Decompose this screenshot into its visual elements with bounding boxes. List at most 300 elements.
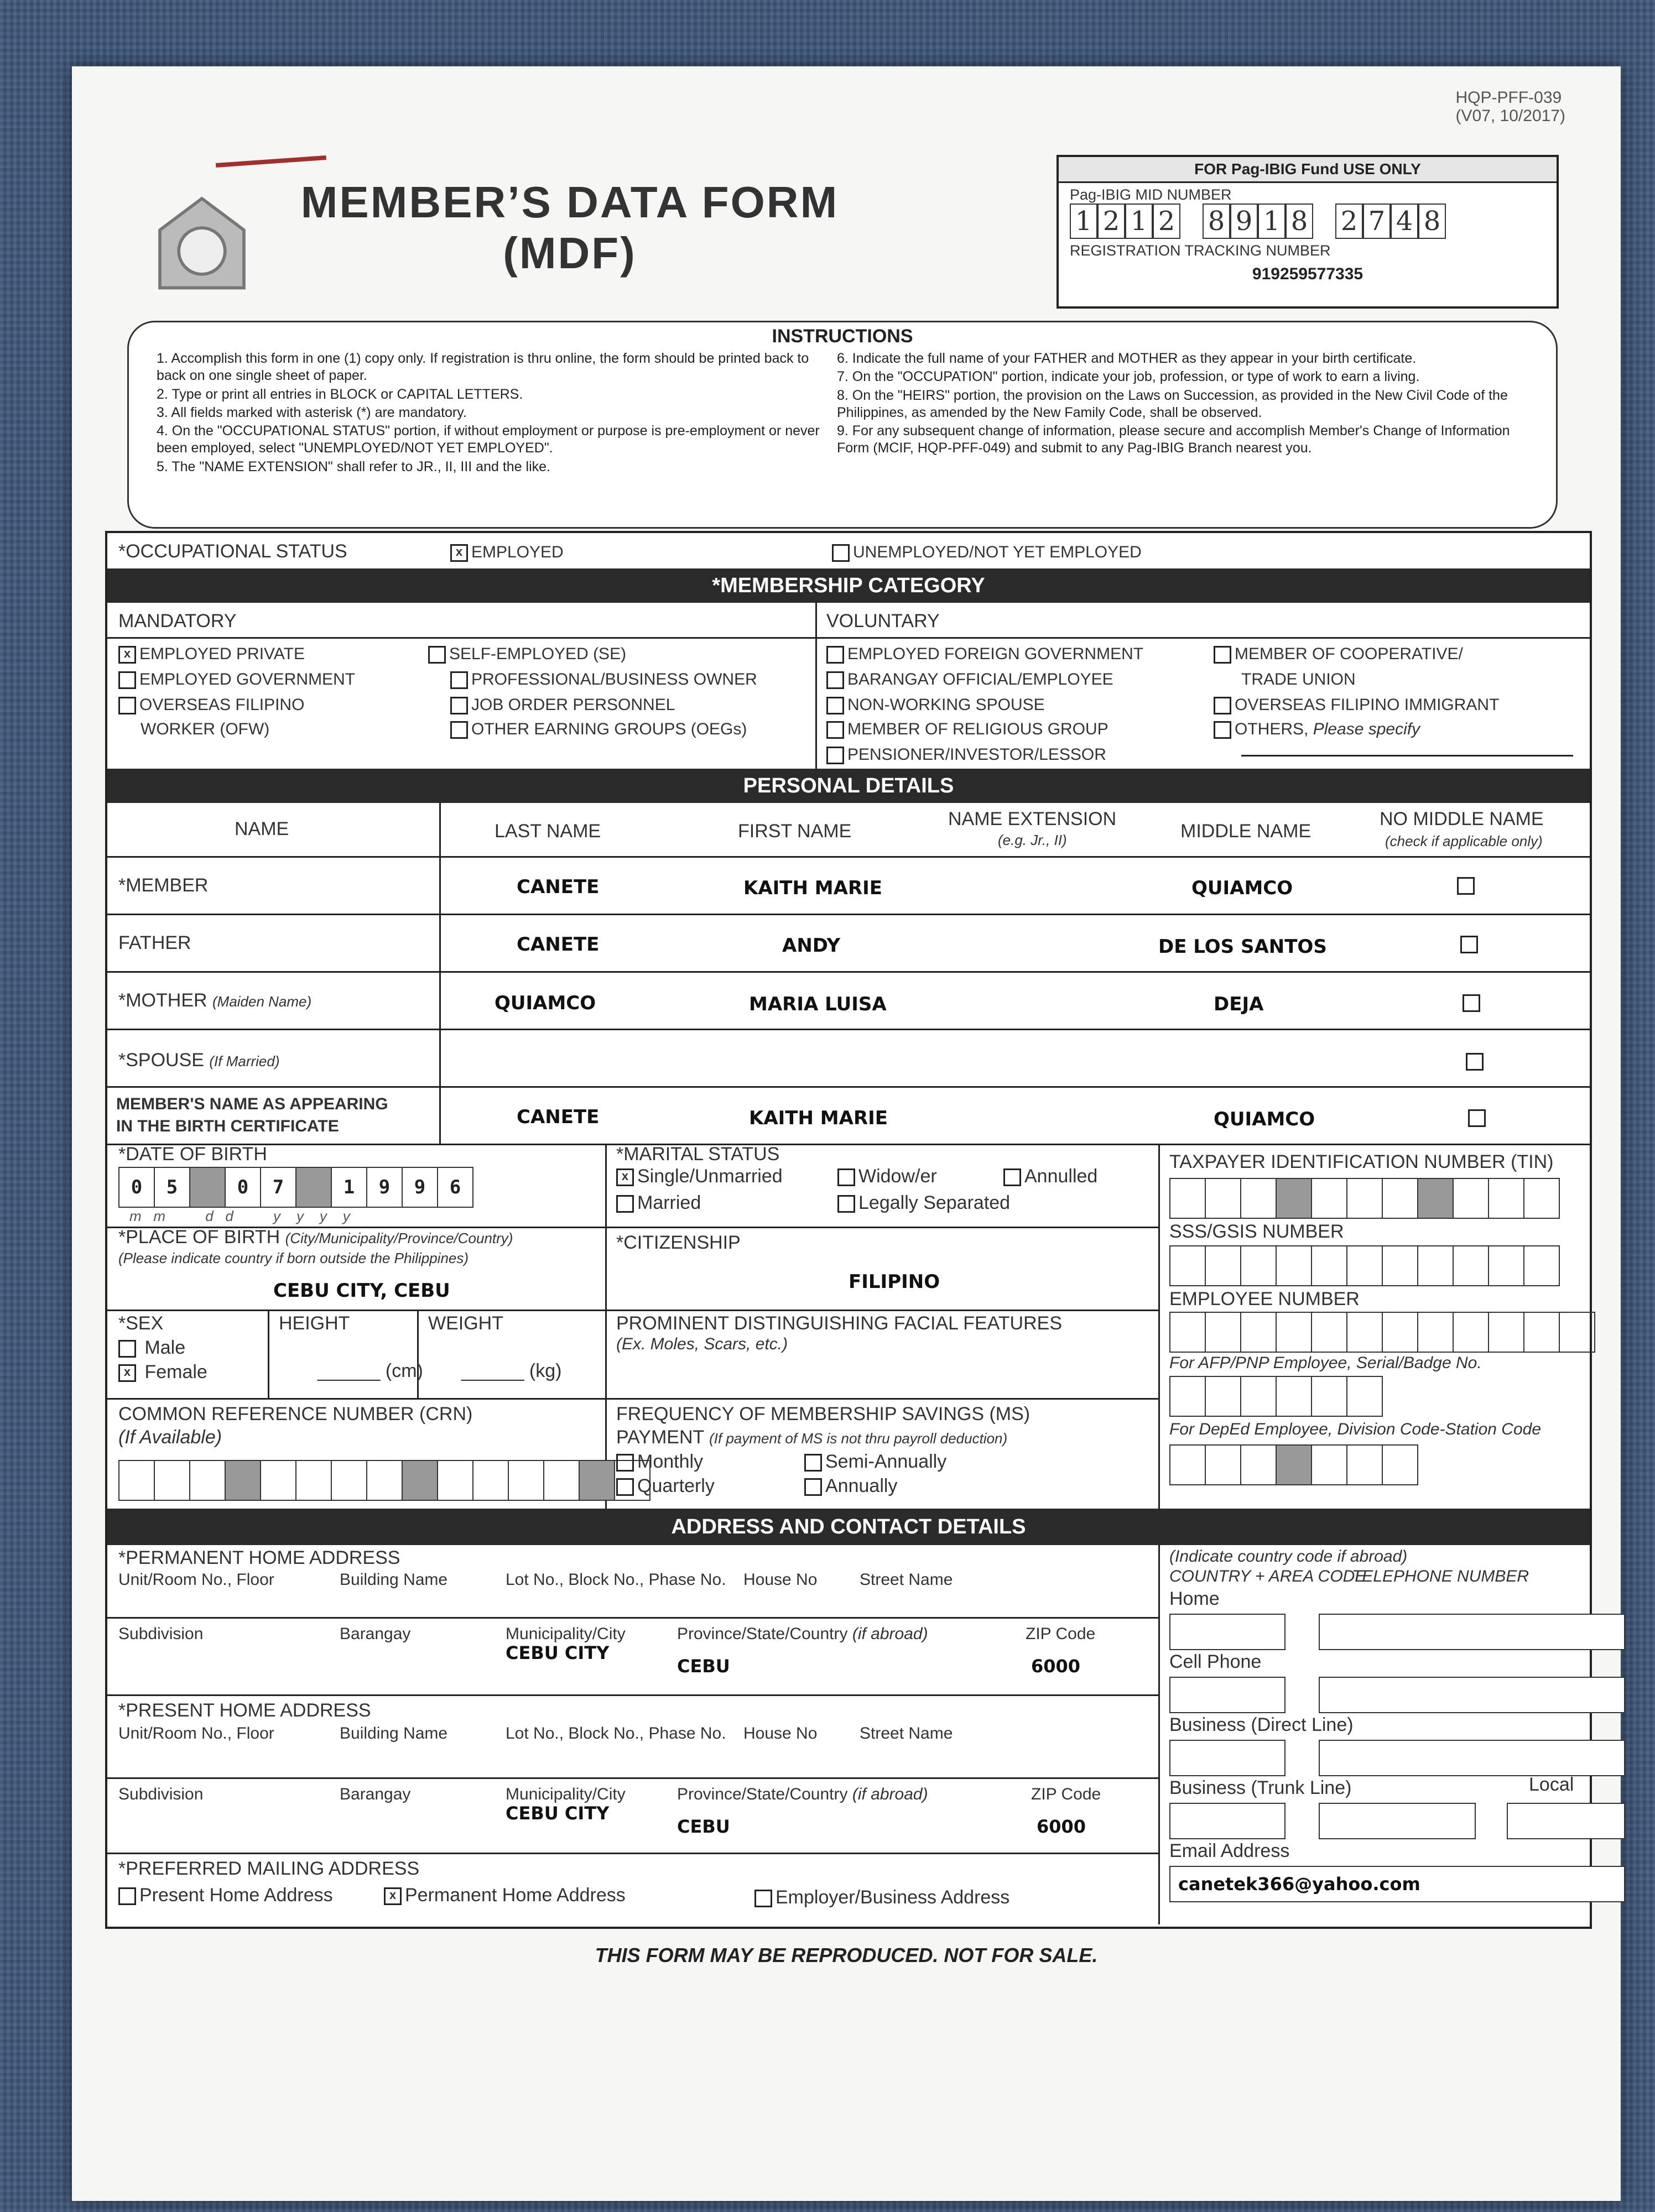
province-label xyxy=(677,1625,928,1644)
instructions-right-list xyxy=(815,350,1545,458)
no-middle-checkbox[interactable] xyxy=(1460,936,1478,953)
employed-label: EMPLOYED xyxy=(471,543,564,561)
weight-unit: (kg) xyxy=(529,1360,562,1381)
pensioner-option[interactable] xyxy=(826,745,1106,764)
footer-note: THIS FORM MAY BE REPRODUCED. NOT FOR SALE. xyxy=(595,1944,1098,1966)
tin-cell xyxy=(1241,1178,1277,1219)
non-working-spouse-option[interactable] xyxy=(826,696,1045,714)
barangay-label: Barangay xyxy=(340,1785,411,1803)
deped-cell xyxy=(1206,1444,1241,1485)
col-divider xyxy=(439,1029,441,1086)
barangay-label: Barangay xyxy=(340,1625,411,1643)
deped-field[interactable] xyxy=(1169,1444,1418,1485)
crn-cell xyxy=(473,1460,509,1501)
tin-field[interactable] xyxy=(1169,1178,1560,1219)
title-line-1: MEMBER’S DATA FORM xyxy=(300,178,839,227)
marital-status-label: *MARITAL STATUS xyxy=(616,1144,780,1165)
checkbox[interactable] xyxy=(450,721,468,739)
separated-option[interactable] xyxy=(837,1192,1010,1214)
checkbox[interactable] xyxy=(826,747,844,764)
mail-present-option[interactable] xyxy=(118,1885,333,1906)
others-option[interactable] xyxy=(1214,720,1420,739)
single-checkbox[interactable]: x xyxy=(616,1168,634,1186)
option-label: BARANGAY OFFICIAL/EMPLOYEE xyxy=(847,670,1113,688)
option-label: MEMBER OF COOPERATIVE/ xyxy=(1235,645,1463,663)
instruction-item: 9. For any subsequent change of information, please secure and accomplish Member's Change of Information Form (MCIF, HQP-PFF-049) and submit to any Pag-IBIG Branch nearest you. xyxy=(837,423,1510,456)
option-label: OTHER EARNING GROUPS (OEGs) xyxy=(471,720,747,738)
crn-separator xyxy=(580,1460,615,1501)
monthly-checkbox[interactable] xyxy=(616,1454,634,1472)
address-block xyxy=(107,1545,1590,1924)
female-label: Female xyxy=(144,1361,207,1383)
emp-cell xyxy=(1206,1312,1241,1353)
annually-checkbox[interactable] xyxy=(804,1478,822,1496)
email-label: Email Address xyxy=(1169,1840,1290,1861)
option-label: OVERSEAS FILIPINO IMMIGRANT xyxy=(1235,696,1500,714)
no-middle-checkbox[interactable] xyxy=(1463,994,1480,1012)
mid-digit: 4 xyxy=(1391,204,1418,239)
checkbox[interactable] xyxy=(1214,646,1231,664)
crn-cell xyxy=(155,1460,190,1501)
religious-group-option[interactable] xyxy=(826,720,1108,739)
name-col-header: NAME xyxy=(235,818,289,839)
no-middle-col-header: NO MIDDLE NAME xyxy=(1380,808,1544,830)
unemployed-checkbox[interactable] xyxy=(832,544,850,562)
form-version-text: (V07, 10/2017) xyxy=(1455,107,1565,125)
sss-cell xyxy=(1454,1245,1489,1286)
dob-digit: 9 xyxy=(367,1167,403,1208)
mailing-address-label: *PREFERRED MAILING ADDRESS xyxy=(118,1858,420,1879)
rule xyxy=(107,1853,1158,1854)
tin-separator xyxy=(1418,1178,1454,1219)
mid-digit: 8 xyxy=(1286,204,1313,239)
business-trunk-area-input[interactable] xyxy=(1169,1803,1286,1839)
row-label xyxy=(118,1050,280,1071)
street-label: Street Name xyxy=(860,1571,953,1589)
rule xyxy=(605,1398,1158,1400)
crn-cell xyxy=(438,1460,473,1501)
last-name-value[interactable]: CANETE xyxy=(517,876,600,898)
crn-cell xyxy=(296,1460,332,1501)
tin-label: TAXPAYER IDENTIFICATION NUMBER (TIN) xyxy=(1169,1151,1554,1172)
rule xyxy=(107,1310,605,1311)
option-label: EMPLOYED PRIVATE xyxy=(139,645,305,663)
province-label xyxy=(677,1785,928,1804)
sss-cell xyxy=(1383,1245,1418,1286)
row-label-sub: IN THE BIRTH CERTIFICATE xyxy=(116,1117,339,1135)
mid-digit: 9 xyxy=(1230,204,1258,239)
separated-label: Legally Separated xyxy=(858,1192,1011,1213)
married-option[interactable] xyxy=(616,1192,701,1214)
mid-digit: 7 xyxy=(1363,204,1391,239)
crn-label: COMMON REFERENCE NUMBER (CRN) xyxy=(118,1404,473,1425)
permanent-zip-value[interactable]: 6000 xyxy=(1031,1656,1081,1677)
address-contact-bar: ADDRESS AND CONTACT DETAILS xyxy=(107,1509,1590,1545)
checkbox[interactable] xyxy=(826,721,844,739)
job-order-option[interactable] xyxy=(450,696,675,714)
ms-payment-sub: (If payment of MS is not thru payroll deduction) xyxy=(709,1430,1008,1447)
country-code-note: (Indicate country code if abroad) xyxy=(1169,1547,1408,1566)
mid-digit: 1 xyxy=(1070,204,1097,239)
dob-digit: 0 xyxy=(118,1167,155,1208)
annually-option[interactable] xyxy=(804,1475,897,1497)
annulled-label: Annulled xyxy=(1024,1166,1098,1187)
monthly-label: Monthly xyxy=(637,1451,704,1472)
row-label-sub: (If Married) xyxy=(209,1053,280,1070)
first-name-value[interactable]: KAITH MARIE xyxy=(743,877,882,899)
last-name-value[interactable]: QUIAMCO xyxy=(495,992,596,1014)
facial-features-label: PROMINENT DISTINGUISHING FACIAL FEATURES xyxy=(616,1313,1063,1334)
deped-cell xyxy=(1383,1444,1418,1485)
checkbox[interactable] xyxy=(118,697,136,714)
height-field[interactable]: ______ (cm) xyxy=(318,1360,423,1381)
weight-field[interactable]: ______ (kg) xyxy=(461,1360,562,1381)
last-name-col-header: LAST NAME xyxy=(495,821,601,842)
option-label: PENSIONER/INVESTOR/LESSOR xyxy=(847,745,1106,764)
checkbox[interactable] xyxy=(826,646,844,664)
col-divider xyxy=(439,1086,441,1144)
dob-field[interactable] xyxy=(118,1167,473,1208)
dob-separator xyxy=(296,1167,332,1208)
unemployed-label: UNEMPLOYED/NOT YET EMPLOYED xyxy=(853,543,1142,561)
emp-cell xyxy=(1454,1312,1489,1353)
details-block xyxy=(107,1144,1590,1509)
option-label: JOB ORDER PERSONNEL xyxy=(471,696,675,714)
personal-header-row xyxy=(107,803,1590,858)
cell-area-code-input[interactable] xyxy=(1169,1677,1286,1713)
first-name-col-header: FIRST NAME xyxy=(738,821,852,842)
no-middle-checkbox[interactable] xyxy=(1457,877,1475,895)
subdivision-label: Subdivision xyxy=(118,1785,204,1803)
province-label-hint: (if abroad) xyxy=(852,1625,928,1643)
dob-hint: m m d d y y y y xyxy=(129,1208,350,1224)
mail-permanent-checkbox[interactable]: x xyxy=(384,1887,402,1905)
instructions-title: INSTRUCTIONS xyxy=(772,326,913,347)
rule xyxy=(605,1227,1158,1228)
citizenship-label: *CITIZENSHIP xyxy=(616,1232,741,1253)
middle-name-value[interactable]: QUIAMCO xyxy=(1214,1108,1315,1130)
mid-gap xyxy=(1180,204,1203,239)
weight-label: WEIGHT xyxy=(428,1313,503,1334)
dob-digit: 5 xyxy=(155,1167,190,1208)
male-label: Male xyxy=(144,1337,186,1358)
ms-frequency-label: FREQUENCY OF MEMBERSHIP SAVINGS (MS) xyxy=(616,1404,1031,1425)
middle-name-value[interactable]: DE LOS SANTOS xyxy=(1158,936,1327,958)
male-option[interactable] xyxy=(118,1337,185,1359)
rule xyxy=(107,1777,1158,1779)
tin-cell xyxy=(1383,1178,1418,1219)
mid-number-field[interactable] xyxy=(1070,204,1557,239)
female-checkbox[interactable]: x xyxy=(118,1364,136,1382)
last-name-value[interactable]: CANETE xyxy=(517,933,600,956)
mother-name-row xyxy=(107,971,1590,1030)
mid-digit: 1 xyxy=(1258,204,1286,239)
mid-digit: 2 xyxy=(1097,204,1125,239)
checkbox[interactable] xyxy=(1214,721,1231,739)
present-city-value[interactable]: CEBU CITY xyxy=(506,1803,610,1824)
employed-government-option[interactable] xyxy=(118,670,355,689)
title-line-2: (MDF) xyxy=(503,228,637,278)
option-label: MEMBER OF RELIGIOUS GROUP xyxy=(847,720,1108,738)
employee-number-field[interactable] xyxy=(1169,1312,1595,1353)
mid-gap xyxy=(1313,204,1335,239)
voluntary-heading: VOLUNTARY xyxy=(826,611,940,632)
mail-permanent-option[interactable] xyxy=(384,1885,626,1906)
cooperative-option[interactable] xyxy=(1214,645,1463,664)
emp-cell xyxy=(1489,1312,1524,1353)
semi-annually-label: Semi-Annually xyxy=(825,1451,947,1472)
main-form xyxy=(105,531,1592,1929)
province-label-text: Province/State/Country xyxy=(677,1785,852,1803)
deped-cell xyxy=(1241,1444,1277,1485)
tin-cell xyxy=(1206,1178,1241,1219)
mid-digit: 2 xyxy=(1335,204,1363,239)
emp-cell xyxy=(1312,1312,1347,1353)
no-middle-checkbox[interactable] xyxy=(1468,1109,1486,1127)
unit-label: Unit/Room No., Floor xyxy=(118,1571,274,1589)
province-label-hint: (if abroad) xyxy=(852,1785,928,1803)
sss-cell xyxy=(1347,1245,1383,1286)
dob-digit: 1 xyxy=(332,1167,367,1208)
business-direct-area-input[interactable] xyxy=(1169,1740,1286,1776)
instructions-box xyxy=(127,321,1558,529)
present-address-label: *PRESENT HOME ADDRESS xyxy=(118,1700,371,1721)
widow-label: Widow/er xyxy=(858,1166,937,1187)
personal-details-bar: PERSONAL DETAILS xyxy=(107,769,1590,803)
married-checkbox[interactable] xyxy=(616,1195,634,1213)
monthly-option[interactable] xyxy=(616,1451,703,1473)
checkbox[interactable] xyxy=(450,697,468,714)
rule xyxy=(107,1694,1158,1696)
row-label xyxy=(118,990,311,1011)
option-label: EMPLOYED GOVERNMENT xyxy=(139,670,356,688)
option-label: SELF-EMPLOYED (SE) xyxy=(449,645,627,663)
tin-cell xyxy=(1312,1178,1347,1219)
ofw-option[interactable] xyxy=(118,696,304,714)
quarterly-checkbox[interactable] xyxy=(616,1478,634,1496)
separated-checkbox[interactable] xyxy=(837,1195,855,1213)
business-direct-label: Business (Direct Line) xyxy=(1169,1714,1354,1735)
home-phone-label: Home xyxy=(1169,1588,1220,1609)
annulled-checkbox[interactable] xyxy=(1003,1168,1021,1186)
mail-permanent-label: Permanent Home Address xyxy=(405,1885,626,1906)
foreign-government-option[interactable] xyxy=(826,645,1143,664)
email-input[interactable] xyxy=(1169,1866,1625,1902)
present-province-value[interactable]: CEBU xyxy=(677,1816,730,1837)
permanent-city-value[interactable]: CEBU CITY xyxy=(506,1642,610,1663)
zip-label: ZIP Code xyxy=(1026,1625,1096,1643)
business-trunk-label: Business (Trunk Line) xyxy=(1169,1777,1352,1798)
first-name-value[interactable]: MARIA LUISA xyxy=(749,993,887,1015)
sss-cell xyxy=(1489,1245,1524,1286)
mid-digit: 8 xyxy=(1203,204,1230,239)
instruction-item: 2. Type or print all entries in BLOCK or CAPITAL LETTERS. xyxy=(157,386,523,402)
mail-employer-option[interactable] xyxy=(754,1887,1009,1908)
membership-divider xyxy=(815,603,817,769)
quarterly-option[interactable] xyxy=(616,1475,715,1497)
crn-cell xyxy=(118,1460,155,1501)
row-label: MEMBER'S NAME AS APPEARING xyxy=(116,1095,388,1113)
tin-separator xyxy=(1277,1178,1312,1219)
checkbox[interactable] xyxy=(450,671,468,689)
unemployed-option[interactable] xyxy=(832,543,1142,562)
lot-label: Lot No., Block No., Phase No. xyxy=(506,1571,726,1589)
crn-cell xyxy=(509,1460,544,1501)
option-label: NON-WORKING SPOUSE xyxy=(847,696,1045,714)
middle-name-value[interactable]: DEJA xyxy=(1214,993,1264,1015)
professional-option[interactable] xyxy=(450,670,757,689)
afp-cell xyxy=(1169,1376,1206,1417)
home-phone-input[interactable] xyxy=(1319,1614,1625,1650)
sss-cell xyxy=(1418,1245,1454,1286)
sss-cell xyxy=(1277,1245,1312,1286)
option-label: PROFESSIONAL/BUSINESS OWNER xyxy=(471,670,757,688)
middle-name-value[interactable]: QUIAMCO xyxy=(1191,877,1293,899)
membership-heading-rule xyxy=(107,637,1590,639)
mid-number-label: Pag-IBIG MID NUMBER xyxy=(1070,186,1232,203)
employee-number-label: EMPLOYEE NUMBER xyxy=(1169,1288,1360,1310)
emp-cell xyxy=(1347,1312,1383,1353)
permanent-province-value[interactable]: CEBU xyxy=(677,1656,730,1677)
pob-hint-2: (Please indicate country if born outside the Philippines) xyxy=(118,1250,469,1266)
barangay-option[interactable] xyxy=(826,670,1113,689)
citizenship-value[interactable]: FILIPINO xyxy=(849,1271,940,1293)
single-option[interactable] xyxy=(616,1166,783,1187)
local-label: Local xyxy=(1529,1774,1574,1795)
mid-digit: 8 xyxy=(1418,204,1446,239)
last-name-value[interactable]: CANETE xyxy=(517,1106,600,1128)
crn-field[interactable] xyxy=(118,1460,650,1501)
deped-cell xyxy=(1347,1444,1383,1485)
pob-label xyxy=(118,1227,513,1248)
first-name-value[interactable]: ANDY xyxy=(782,935,841,957)
annulled-option[interactable] xyxy=(1003,1166,1097,1187)
sss-field[interactable] xyxy=(1169,1245,1560,1286)
quarterly-label: Quarterly xyxy=(637,1475,715,1496)
house-label: House No xyxy=(743,1724,818,1743)
male-checkbox[interactable] xyxy=(118,1340,136,1358)
sss-cell xyxy=(1169,1245,1206,1286)
house-label: House No xyxy=(743,1571,818,1589)
employed-option[interactable] xyxy=(450,543,564,562)
middle-name-col-header: MIDDLE NAME xyxy=(1180,821,1311,842)
form-title xyxy=(293,177,846,279)
province-label-text: Province/State/Country xyxy=(677,1625,852,1643)
semi-annually-checkbox[interactable] xyxy=(804,1454,822,1472)
option-label: EMPLOYED FOREIGN GOVERNMENT xyxy=(847,645,1144,663)
emp-cell xyxy=(1383,1312,1418,1353)
tin-cell xyxy=(1347,1178,1383,1219)
height-label: HEIGHT xyxy=(279,1313,350,1334)
tin-cell xyxy=(1454,1178,1489,1219)
checkbox[interactable] xyxy=(118,671,136,689)
pob-label-text: *PLACE OF BIRTH xyxy=(118,1227,285,1248)
occupational-status-label: *OCCUPATIONAL STATUS xyxy=(118,541,347,562)
dob-digit: 9 xyxy=(403,1167,438,1208)
checkbox[interactable] xyxy=(826,671,844,689)
widow-checkbox[interactable] xyxy=(837,1168,855,1186)
col-divider xyxy=(268,1310,269,1398)
ext-col-subheader: (e.g. Jr., II) xyxy=(998,832,1067,848)
membership-row xyxy=(107,603,1590,770)
col-divider xyxy=(1158,1144,1160,1509)
afp-field[interactable] xyxy=(1169,1376,1383,1417)
home-area-code-input[interactable] xyxy=(1169,1614,1286,1650)
widow-option[interactable] xyxy=(837,1166,937,1187)
oeg-option[interactable] xyxy=(450,720,747,739)
row-label: FATHER xyxy=(118,932,191,953)
municipality-label: Municipality/City xyxy=(506,1625,626,1643)
business-direct-input[interactable] xyxy=(1319,1740,1625,1776)
present-zip-value[interactable]: 6000 xyxy=(1037,1816,1086,1837)
emp-cell xyxy=(1560,1312,1595,1353)
form-code-text: HQP-PFF-039 xyxy=(1455,88,1562,107)
rule xyxy=(107,1398,605,1400)
afp-cell xyxy=(1241,1376,1277,1417)
cell-phone-label: Cell Phone xyxy=(1169,1651,1262,1672)
semi-annually-option[interactable] xyxy=(804,1451,946,1473)
row-label-text: *MOTHER xyxy=(118,990,212,1011)
first-name-value[interactable]: KAITH MARIE xyxy=(749,1107,888,1129)
no-middle-checkbox[interactable] xyxy=(1466,1053,1484,1071)
checkbox[interactable] xyxy=(428,646,446,664)
sss-cell xyxy=(1312,1245,1347,1286)
street-label: Street Name xyxy=(860,1724,953,1743)
red-pen-mark xyxy=(216,155,326,168)
emp-cell xyxy=(1241,1312,1277,1353)
annually-label: Annually xyxy=(825,1475,898,1496)
self-employed-option[interactable] xyxy=(428,645,626,664)
others-specify-line[interactable] xyxy=(1241,755,1573,757)
height-unit: (cm) xyxy=(385,1360,423,1381)
cell-phone-input[interactable] xyxy=(1319,1677,1625,1713)
rule xyxy=(605,1310,1158,1311)
local-input[interactable] xyxy=(1507,1803,1625,1839)
col-divider xyxy=(417,1310,419,1398)
mail-employer-checkbox[interactable] xyxy=(754,1890,772,1907)
permanent-address-label: *PERMANENT HOME ADDRESS xyxy=(118,1547,400,1568)
business-trunk-input[interactable] xyxy=(1319,1803,1476,1839)
checkbox[interactable] xyxy=(1214,697,1231,714)
col-divider xyxy=(439,803,441,856)
instruction-item: 3. All fields marked with asterisk (*) are mandatory. xyxy=(157,404,467,420)
sex-label: *SEX xyxy=(118,1313,164,1334)
instruction-item: 4. On the "OCCUPATIONAL STATUS" portion, if without employment or purpose is pre-employment or never been employed, select "UNEMPLOYED/NOT YET EMPLOYED". xyxy=(157,423,820,456)
father-name-row xyxy=(107,914,1590,973)
zip-label: ZIP Code xyxy=(1031,1785,1101,1803)
dob-separator xyxy=(190,1167,226,1208)
employed-private-checkbox[interactable]: x xyxy=(118,646,136,664)
lot-label: Lot No., Block No., Phase No. xyxy=(506,1724,726,1743)
mandatory-heading: MANDATORY xyxy=(118,611,237,632)
pob-hint: (City/Municipality/Province/Country) xyxy=(285,1230,513,1246)
employed-private-option[interactable] xyxy=(118,645,305,664)
mail-present-checkbox[interactable] xyxy=(118,1887,136,1905)
form-paper xyxy=(72,66,1621,2201)
instruction-item: 7. On the "OCCUPATION" portion, indicate your job, profession, or type of work to earn a living. xyxy=(837,369,1420,385)
dob-digit: 7 xyxy=(261,1167,296,1208)
option-label: OTHERS, xyxy=(1235,720,1313,738)
crn-separator xyxy=(226,1460,261,1501)
emp-cell xyxy=(1524,1312,1560,1353)
immigrant-option[interactable] xyxy=(1214,696,1499,714)
pob-value[interactable]: CEBU CITY, CEBU xyxy=(273,1280,450,1302)
dob-digit: 6 xyxy=(438,1167,473,1208)
checkbox[interactable] xyxy=(826,697,844,714)
female-option[interactable] xyxy=(118,1361,207,1383)
employed-checkbox[interactable]: x xyxy=(450,544,468,562)
spouse-name-row xyxy=(107,1029,1590,1088)
